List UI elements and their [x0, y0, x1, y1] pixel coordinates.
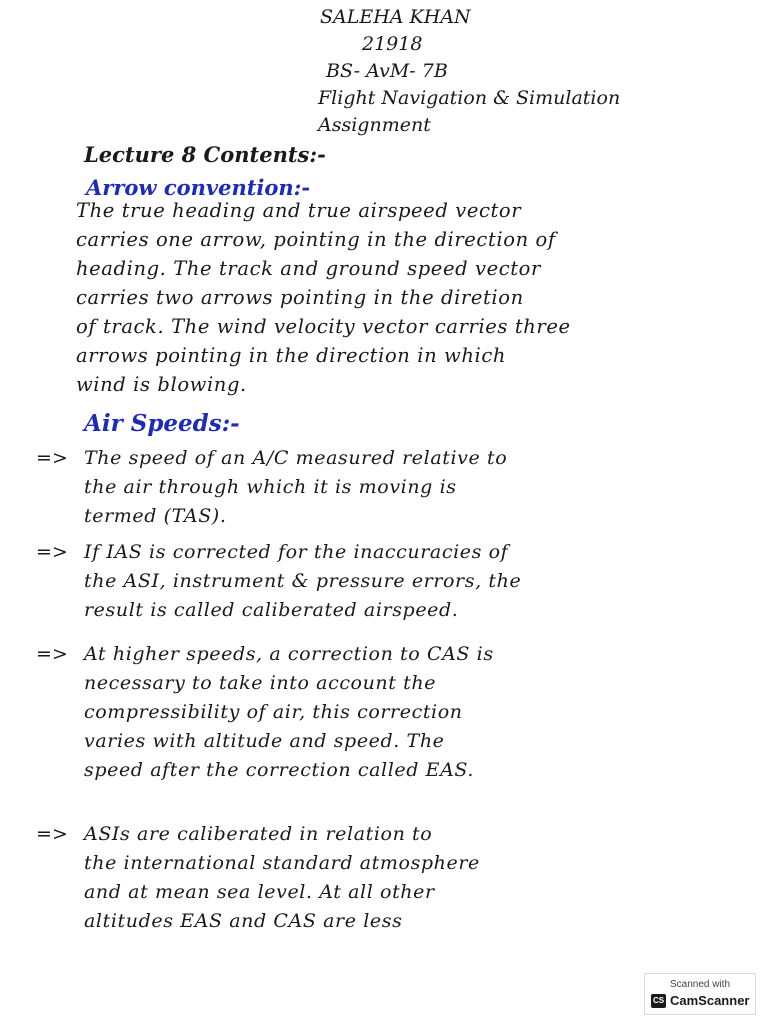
arrow-convention-heading: Arrow convention:-	[86, 175, 311, 200]
point-line: necessary to take into account the	[84, 672, 437, 694]
camscanner-brand: CamScanner	[670, 993, 750, 1008]
point-line: the international standard atmosphere	[84, 852, 480, 874]
point-text	[84, 820, 734, 936]
point-line: the air through which it is moving is	[84, 476, 457, 498]
course-name: Flight Navigation & Simulation	[318, 87, 621, 109]
point-line: At higher speeds, a correction to CAS is	[84, 643, 494, 665]
point-line: and at mean sea level. At all other	[84, 881, 435, 903]
point-line: The speed of an A/C measured relative to	[84, 447, 508, 469]
arrow-bullet-icon: =>	[36, 541, 68, 563]
scanned-with-label: Scanned with	[669, 979, 731, 990]
point-line: varies with altitude and speed. The	[84, 730, 445, 752]
point-line: termed (TAS).	[84, 505, 227, 527]
point-text	[84, 538, 734, 625]
point-line: altitudes EAS and CAS are less	[84, 910, 403, 932]
paragraph-line: carries two arrows pointing in the diretion	[76, 286, 524, 309]
paragraph-line: The true heading and true airspeed vector	[76, 199, 522, 222]
point-line: the ASI, instrument & pressure errors, the	[84, 570, 522, 592]
lecture-title: Lecture 8 Contents:-	[84, 142, 326, 167]
point-line: If IAS is corrected for the inaccuracies of	[84, 541, 509, 563]
camscanner-logo-icon: CS	[651, 994, 666, 1008]
point-text	[84, 640, 734, 785]
paragraph-line: carries one arrow, pointing in the direction of	[76, 228, 556, 251]
camscanner-watermark	[644, 973, 756, 1015]
student-name: SALEHA KHAN	[320, 6, 471, 28]
arrow-bullet-icon: =>	[36, 447, 68, 469]
arrow-bullet-icon: =>	[36, 823, 68, 845]
document-type: Assignment	[318, 114, 431, 136]
paragraph-line: heading. The track and ground speed vector	[76, 257, 541, 280]
arrow-convention-paragraph	[76, 196, 726, 399]
assignment-header	[318, 4, 648, 139]
arrow-bullet-icon: =>	[36, 643, 68, 665]
program-code: BS- AvM- 7B	[326, 60, 448, 82]
air-speeds-heading: Air Speeds:-	[84, 410, 240, 437]
point-line: compressibility of air, this correction	[84, 701, 463, 723]
paragraph-line: wind is blowing.	[76, 373, 247, 396]
paragraph-line: arrows pointing in the direction in which	[76, 344, 506, 367]
point-line: speed after the correction called EAS.	[84, 759, 475, 781]
point-line: result is called caliberated airspeed.	[84, 599, 459, 621]
student-id: 21918	[362, 33, 423, 55]
point-line: ASIs are caliberated in relation to	[84, 823, 433, 845]
point-text	[84, 444, 734, 531]
paragraph-line: of track. The wind velocity vector carries three	[76, 315, 571, 338]
